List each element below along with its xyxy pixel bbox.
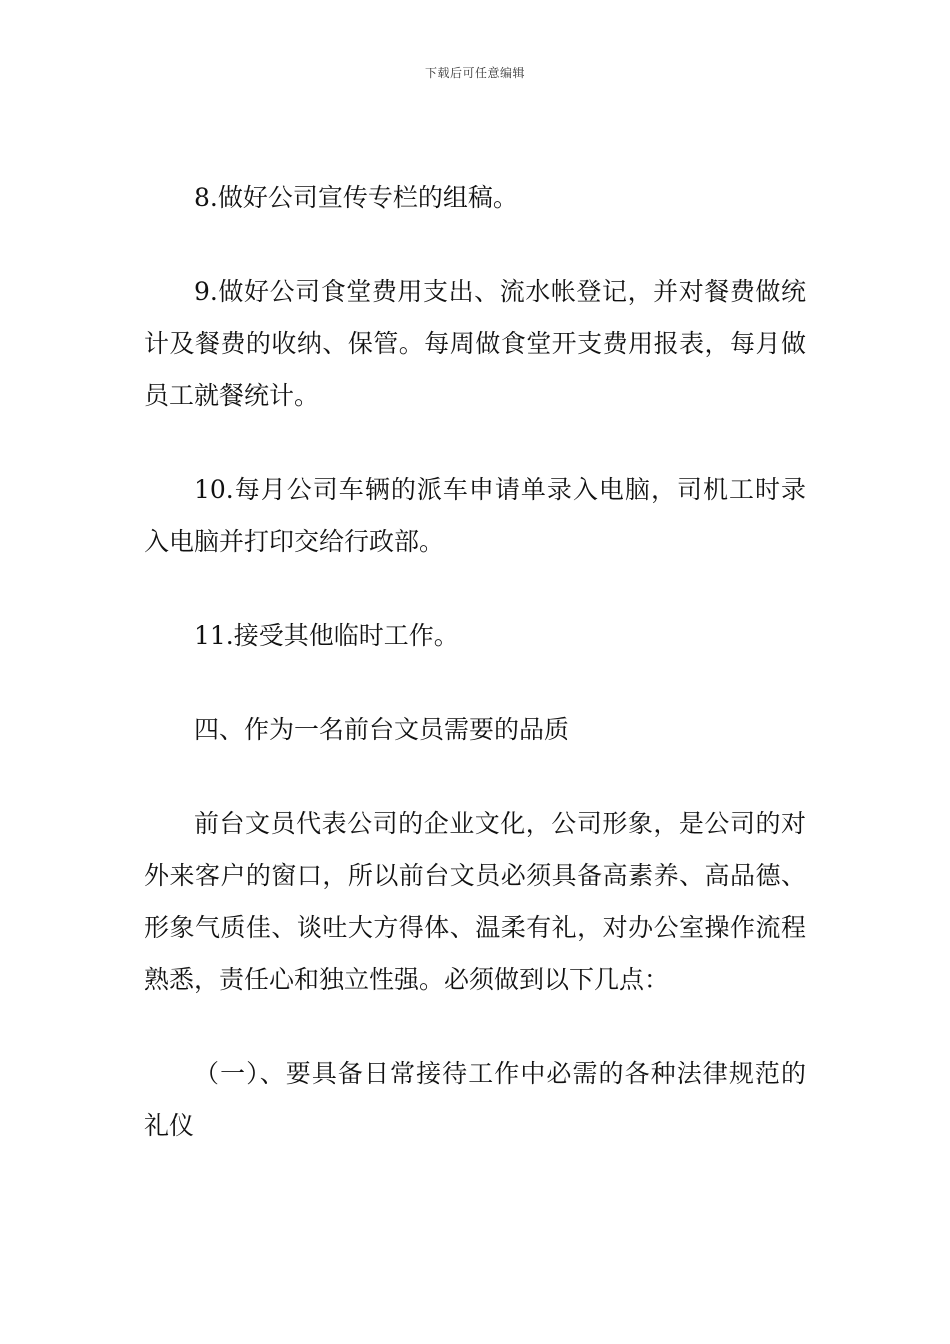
paragraph-qualities: 前台文员代表公司的企业文化，公司形象，是公司的对外来客户的窗口，所以前台文员必须具备高素养、高品德、形象气质佳、谈吐大方得体、温柔有礼，对办公室操作流程熟悉，责任心和独立性强。必须做到以下几点：	[144, 809, 806, 994]
paragraph-item-10: 10.每月公司车辆的派车申请单录入电脑，司机工时录入电脑并打印交给行政部。	[144, 475, 806, 556]
section-heading-four: 四、作为一名前台文员需要的品质	[194, 715, 570, 744]
paragraph-item-11: 11.接受其他临时工作。	[194, 621, 459, 650]
paragraph-item-9: 9.做好公司食堂费用支出、流水帐登记，并对餐费做统计及餐费的收纳、保管。每周做食堂开支费用报表，每月做员工就餐统计。	[144, 277, 806, 410]
page-header: 下载后可任意编辑	[424, 66, 525, 80]
document-body	[144, 172, 806, 1194]
subsection-heading-one: （一）、要具备日常接待工作中必需的各种法律规范的礼仪	[144, 1059, 806, 1140]
paragraph-item-8: 8.做好公司宣传专栏的组稿。	[194, 183, 518, 212]
